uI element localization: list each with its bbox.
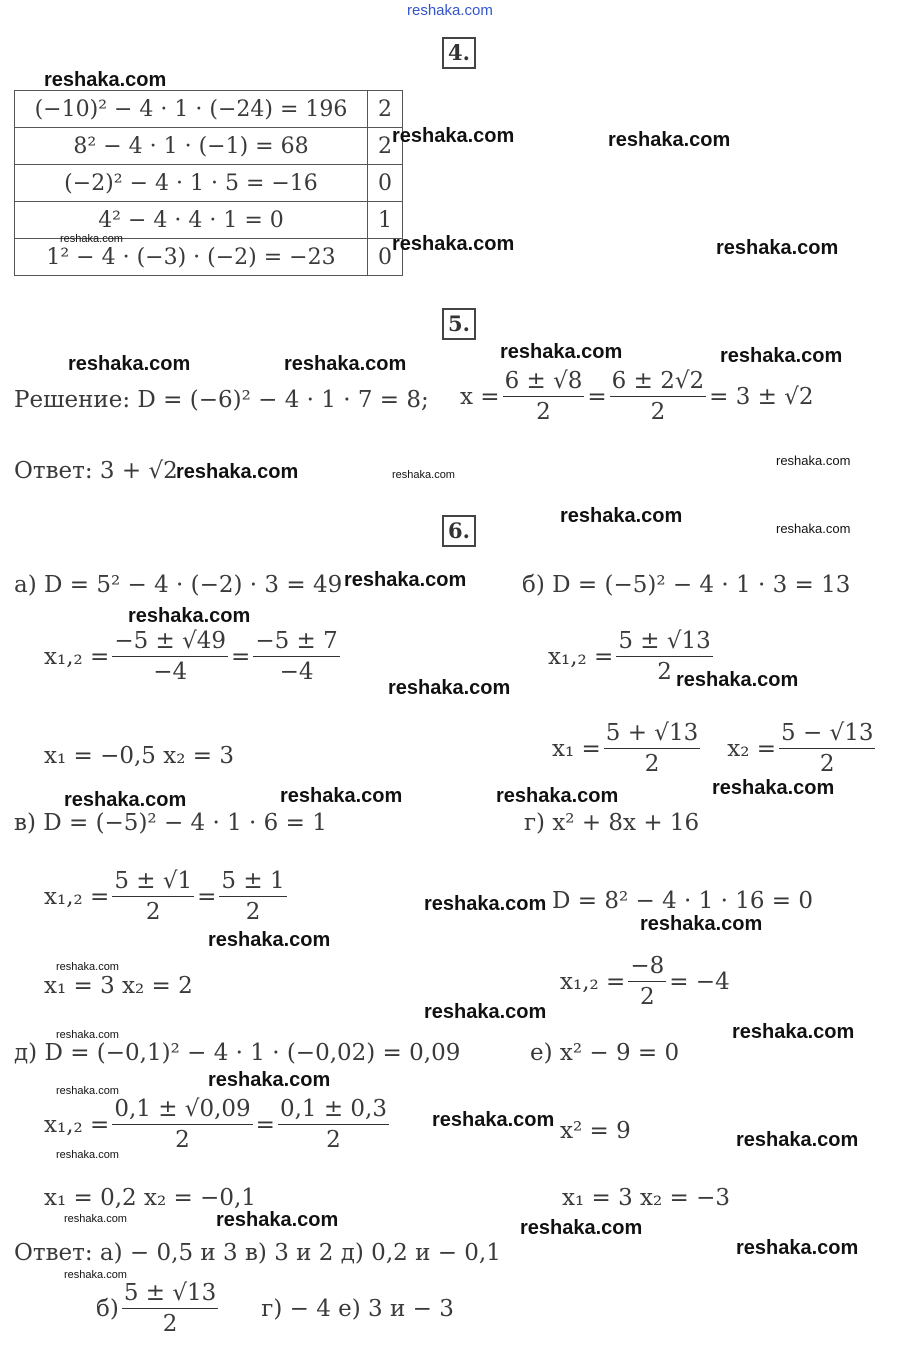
- watermark: reshaka.com: [496, 785, 619, 807]
- task6v-discriminant: в) D = (−5)² − 4 · 1 · 6 = 1: [14, 810, 327, 836]
- table-cell-expr: (−2)² − 4 · 1 · 5 = −16: [15, 165, 368, 202]
- numerator: −5 ± 7: [253, 630, 339, 657]
- numerator: 0,1 ± 0,3: [278, 1098, 389, 1125]
- watermark: reshaka.com: [716, 237, 839, 259]
- task5-discriminant: D = (−6)² − 4 · 1 · 7 = 8;: [137, 387, 429, 413]
- denominator: 2: [819, 751, 835, 777]
- numerator: 5 ± 1: [219, 870, 286, 897]
- watermark: reshaka.com: [424, 1001, 547, 1023]
- task6e-equation: е) x² − 9 = 0: [530, 1040, 680, 1066]
- equals-sign: =: [197, 883, 217, 910]
- solution-label: Решение:: [14, 387, 131, 413]
- fraction: [503, 370, 585, 424]
- table-row: [15, 91, 403, 128]
- x12-label: x₁,₂ =: [44, 643, 110, 670]
- watermark: reshaka.com: [60, 233, 123, 245]
- task6b-roots: [552, 722, 878, 776]
- denominator: 2: [650, 399, 666, 425]
- numerator: 5 − √13: [779, 722, 875, 749]
- watermark: reshaka.com: [712, 777, 835, 799]
- fraction: [610, 370, 706, 424]
- fraction: [604, 722, 700, 776]
- watermark: reshaka.com: [64, 789, 187, 811]
- numerator: −5 ± √49: [112, 630, 228, 657]
- watermark: reshaka.com: [56, 1029, 119, 1041]
- numerator: 5 + √13: [604, 722, 700, 749]
- denominator: −4: [279, 659, 314, 685]
- numerator: 6 ± 2√2: [610, 370, 706, 397]
- denominator: 2: [245, 899, 261, 925]
- fraction: [219, 870, 286, 924]
- numerator: 6 ± √8: [503, 370, 585, 397]
- fraction: [112, 630, 228, 684]
- x2-label: x₂ =: [727, 735, 777, 762]
- denominator: 2: [145, 899, 161, 925]
- fraction: [628, 955, 666, 1009]
- x12-label: x₁,₂ =: [44, 883, 110, 910]
- denominator: 2: [536, 399, 551, 425]
- task6-answer-line2: [96, 1282, 454, 1336]
- watermark: reshaka.com: [640, 913, 763, 935]
- watermark: reshaka.com: [676, 669, 799, 691]
- watermark: reshaka.com: [392, 125, 515, 147]
- task6v-roots: x₁ = 3 x₂ = 2: [44, 973, 193, 999]
- table-cell-roots: 1: [368, 202, 403, 239]
- denominator: 2: [175, 1127, 190, 1153]
- fraction: [278, 1098, 389, 1152]
- task6g-equation: г) x² + 8x + 16: [524, 810, 700, 836]
- task5-answer: Ответ: 3 + √2: [14, 458, 178, 484]
- watermark: reshaka.com: [388, 677, 511, 699]
- table-cell-roots: 0: [368, 165, 403, 202]
- denominator: 2: [644, 751, 660, 777]
- numerator: −8: [628, 955, 666, 982]
- numerator: 5 ± √1: [112, 870, 194, 897]
- table-cell-expr: 1² − 4 · (−3) · (−2) = −23: [15, 239, 368, 276]
- fraction: [779, 722, 875, 776]
- watermark: reshaka.com: [284, 353, 407, 375]
- watermark: reshaka.com: [128, 605, 251, 627]
- watermark: reshaka.com: [208, 929, 331, 951]
- x12-label: x₁,₂ =: [560, 968, 626, 995]
- table-cell-expr: 4² − 4 · 4 · 1 = 0: [15, 202, 368, 239]
- task6g-result: = −4: [669, 968, 730, 995]
- equals-sign: =: [255, 1111, 275, 1138]
- numerator: 0,1 ± √0,09: [112, 1098, 252, 1125]
- task-number-5: 5.: [442, 308, 476, 340]
- task6a-roots: x₁ = −0,5 x₂ = 3: [44, 743, 234, 769]
- watermark: reshaka.com: [392, 233, 515, 255]
- watermark-top: reshaka.com: [407, 2, 493, 19]
- watermark: reshaka.com: [776, 453, 851, 468]
- x1-label: x₁ =: [552, 735, 601, 762]
- watermark: reshaka.com: [732, 1021, 855, 1043]
- x-label: x =: [460, 383, 500, 410]
- table-cell-roots: 2: [368, 91, 403, 128]
- table-cell-roots: 0: [368, 239, 403, 276]
- task6e-x2: x² = 9: [560, 1118, 631, 1144]
- denominator: 2: [326, 1127, 341, 1153]
- task-number-4: 4.: [442, 37, 476, 69]
- equals-sign: =: [231, 643, 251, 670]
- watermark: reshaka.com: [608, 129, 731, 151]
- watermark: reshaka.com: [560, 505, 683, 527]
- watermark: reshaka.com: [424, 893, 547, 915]
- task6e-roots: x₁ = 3 x₂ = −3: [562, 1185, 731, 1211]
- watermark: reshaka.com: [392, 469, 455, 481]
- watermark: reshaka.com: [56, 1149, 119, 1161]
- watermark: reshaka.com: [776, 521, 851, 536]
- task-number-6: 6.: [442, 515, 476, 547]
- answer-rest: г) − 4 е) 3 и − 3: [261, 1295, 454, 1322]
- task5-roots: [460, 370, 814, 424]
- task6g-formula: [560, 955, 730, 1009]
- task5-result: = 3 ± √2: [709, 383, 814, 410]
- watermark: reshaka.com: [432, 1109, 555, 1131]
- task6g-discriminant: D = 8² − 4 · 1 · 16 = 0: [552, 888, 814, 914]
- watermark: reshaka.com: [208, 1069, 331, 1091]
- table-cell-expr: (−10)² − 4 · 1 · (−24) = 196: [15, 91, 368, 128]
- numerator: 5 ± √13: [122, 1282, 218, 1309]
- table-cell-expr: 8² − 4 · 1 · (−1) = 68: [15, 128, 368, 165]
- x12-label: x₁,₂ =: [548, 643, 614, 670]
- fraction: [112, 870, 194, 924]
- task6d-discriminant: д) D = (−0,1)² − 4 · 1 · (−0,02) = 0,09: [14, 1040, 461, 1066]
- watermark: reshaka.com: [44, 69, 167, 91]
- watermark: reshaka.com: [344, 569, 467, 591]
- watermark: reshaka.com: [736, 1129, 859, 1151]
- task6v-formula: [44, 870, 290, 924]
- watermark: reshaka.com: [56, 961, 119, 973]
- denominator: 2: [657, 659, 672, 685]
- fraction: [253, 630, 339, 684]
- task6d-roots: x₁ = 0,2 x₂ = −0,1: [44, 1185, 256, 1211]
- watermark: reshaka.com: [216, 1209, 339, 1231]
- table-row: [15, 165, 403, 202]
- task6d-formula: [44, 1098, 392, 1152]
- fraction: [112, 1098, 252, 1152]
- discriminant-table: [14, 90, 403, 276]
- watermark: reshaka.com: [64, 1269, 127, 1281]
- watermark: reshaka.com: [720, 345, 843, 367]
- watermark: reshaka.com: [56, 1085, 119, 1097]
- numerator: 5 ± √13: [616, 630, 712, 657]
- task6b-discriminant: б) D = (−5)² − 4 · 1 · 3 = 13: [522, 572, 851, 598]
- watermark: reshaka.com: [500, 341, 623, 363]
- denominator: 2: [639, 984, 655, 1010]
- task6-answer-line1: Ответ: а) − 0,5 и 3 в) 3 и 2 д) 0,2 и − 0,1: [14, 1240, 501, 1266]
- watermark: reshaka.com: [520, 1217, 643, 1239]
- watermark: reshaka.com: [68, 353, 191, 375]
- x12-label: x₁,₂ =: [44, 1111, 110, 1138]
- equals-sign: =: [587, 383, 607, 410]
- task6a-discriminant: а) D = 5² − 4 · (−2) · 3 = 49: [14, 572, 343, 598]
- table-row: [15, 128, 403, 165]
- watermark: reshaka.com: [64, 1213, 127, 1225]
- watermark: reshaka.com: [736, 1237, 859, 1259]
- denominator: −4: [153, 659, 188, 685]
- denominator: 2: [162, 1311, 178, 1337]
- answer-b-label: б): [96, 1295, 119, 1322]
- watermark: reshaka.com: [176, 461, 299, 483]
- task6a-formula: [44, 630, 343, 684]
- watermark: reshaka.com: [280, 785, 403, 807]
- fraction: [122, 1282, 218, 1336]
- task5-solution: [14, 389, 429, 412]
- table-cell-roots: 2: [368, 128, 403, 165]
